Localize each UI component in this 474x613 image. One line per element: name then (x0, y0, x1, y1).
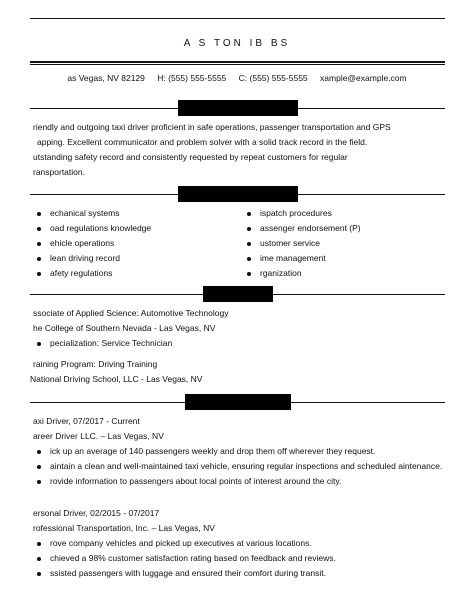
skill-item: oad regulations knowledge (35, 221, 151, 236)
summary-line: riendly and outgoing taxi driver proficient in safe operations, passenger transportation and GPS (33, 122, 391, 132)
job-company: areer Driver LLC. – Las Vegas, NV (33, 431, 164, 441)
education-degree: ssociate of Applied Science: Automotive Technology (33, 308, 229, 318)
job-bullet: rove company vehicles and picked up executives at various locations. (35, 536, 445, 551)
job-bullet: aintain a clean and well-maintained taxi vehicle, ensuring regular inspections and scheduled aintenance. (35, 459, 445, 474)
skill-item: afety regulations (35, 266, 151, 281)
header-rule-lower (30, 64, 445, 65)
job-bullets (35, 536, 445, 581)
header-rule-upper (30, 61, 445, 63)
skill-item: assenger endorsement (P) (245, 221, 361, 236)
job-bullet: rovide information to passengers about local points of interest around the city. (35, 474, 445, 489)
candidate-name: A S TON IB BS (183, 38, 291, 49)
skill-item: ispatch procedures (245, 206, 361, 221)
summary-line: ransportation. (33, 167, 85, 177)
summary-section (33, 120, 448, 180)
training-program: raining Program: Driving Training (33, 359, 158, 369)
education-specialization: pecialization: Service Technician (35, 336, 172, 351)
contact-address: as Vegas, NV 82129 (67, 73, 145, 83)
experience-heading-bar (185, 394, 291, 410)
skill-item: rganization (245, 266, 361, 281)
skills-list-left (35, 206, 151, 281)
skill-item: lean driving record (35, 251, 151, 266)
summary-heading-bar (178, 100, 298, 116)
job-title: ersonal Driver, 02/2015 - 07/2017 (33, 508, 160, 518)
training-school: National Driving School, LLC - Las Vegas, NV (30, 374, 203, 384)
skill-item: ustomer service (245, 236, 361, 251)
job-bullet: ssisted passengers with luggage and ensured their comfort during transit. (35, 566, 445, 581)
job-bullet: ick up an average of 140 passengers weekly and drop them off wherever they request. (35, 444, 445, 459)
education-heading-bar (203, 286, 273, 302)
summary-line: utstanding safety record and consistently requested by repeat customers for regular (33, 152, 348, 162)
job-bullets (35, 444, 445, 489)
skills-list-right (245, 206, 361, 281)
contact-line (0, 73, 474, 83)
summary-line: apping. Excellent communicator and problem solver with a solid track record in the field. (37, 137, 368, 147)
skill-item: ehicle operations (35, 236, 151, 251)
job-company: rofessional Transportation, Inc. – Las Vegas, NV (33, 523, 215, 533)
skills-heading-bar (178, 186, 298, 202)
contact-email: xample@example.com (320, 73, 407, 83)
skill-item: echanical systems (35, 206, 151, 221)
job-title: axi Driver, 07/2017 - Current (33, 416, 140, 426)
contact-cell-phone: C: (555) 555-5555 (238, 73, 308, 83)
top-rule (30, 18, 445, 19)
contact-home-phone: H: (555) 555-5555 (157, 73, 227, 83)
job-bullet: chieved a 98% customer satisfaction rating based on feedback and reviews. (35, 551, 445, 566)
education-details (35, 336, 172, 351)
education-school: he College of Southern Nevada - Las Vegas, NV (33, 323, 216, 333)
skill-item: ime management (245, 251, 361, 266)
